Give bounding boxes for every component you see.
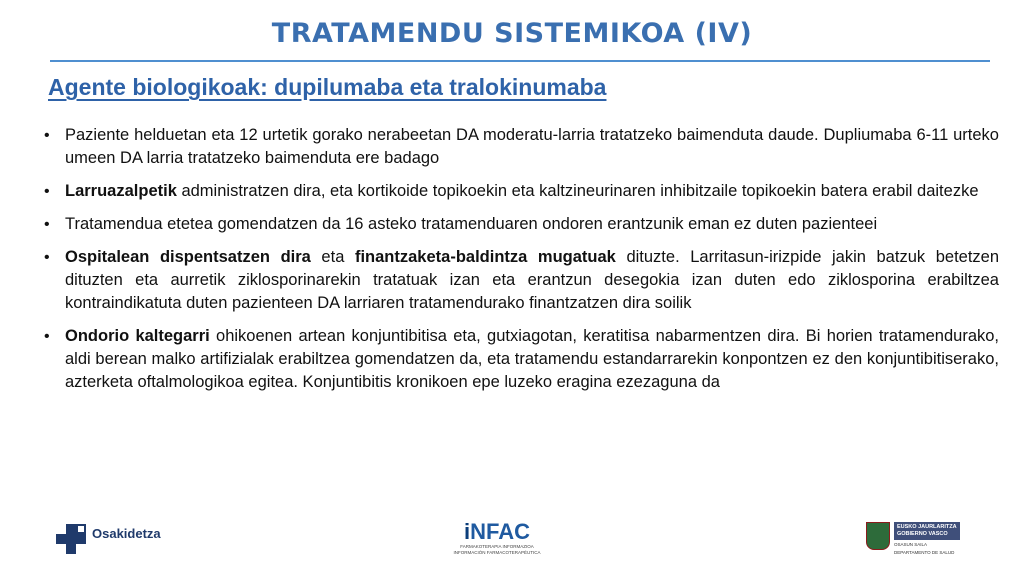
title-divider [50, 60, 990, 62]
bullet-text: dituzte. Larritasun-irizpide jakin batzuk betetzen dituzten eta aurretik ziklosporinarekin tratatuak izan eta erantzun desegokia izan duten edo ziklosporina erabiltzea kontraindikatuta duten pazienteen DA larriaren tratamendurako finantzatzen dira soilik [65, 248, 1000, 312]
bullet-marker: • [44, 183, 50, 200]
infac-logo-text: iNFAC [463, 519, 530, 544]
bullet-marker: • [44, 328, 50, 345]
bullet-text: Tratamendua etetea gomendatzen da 16 asteko tratamenduaren ondoren erantzunik eman ez duten pazienteei [65, 215, 878, 233]
slide-title: TRATAMENDU SISTEMIKOA (IV) [271, 18, 753, 49]
coat-of-arms-icon [866, 522, 890, 550]
bullet-marker: • [44, 127, 50, 144]
bullet-text: Paziente helduetan eta 12 urtetik gorako nerabeetan DA moderatu-larria tratatzeko baimenduta daude. Dupliumaba 6-11 urteko umeen DA larria tratatzeko baimenduta ere badago [65, 126, 999, 167]
bullet-item [44, 213, 999, 236]
osakidetza-cross-icon [56, 524, 86, 554]
bullet-item [44, 180, 999, 203]
bullet-item [44, 124, 999, 170]
bullet-marker: • [44, 249, 50, 266]
bullet-text: administratzen dira, eta kortikoide topikoekin eta kaltzineurinaren inhibitzaile topikoekin batera erabil daitezke [176, 182, 979, 200]
gobierno-vasco-logo [866, 522, 960, 556]
osakidetza-logo [56, 524, 161, 554]
bullet-bold-text: Ospitalean dispentsatzen dira [65, 248, 311, 266]
osakidetza-logo-text: Osakidetza [92, 525, 161, 541]
bullet-list [44, 124, 999, 404]
infac-subtitle-1: FARMAKOTERAPIA INFORMAZIOA [460, 544, 534, 549]
bullet-bold-text: finantzaketa-baldintza mugatuak [354, 248, 616, 266]
infac-subtitle-2: INFORMACIÓN FARMACOTERAPÉUTICA [453, 550, 541, 555]
bullet-text: eta [310, 248, 355, 266]
bullet-text: ohikoenen artean konjuntibitisa eta, gutxiagotan, keratitisa nabarmentzen dira. Bi horien tratamendurako, aldi berean malko artifizialak erabiltzea gomendatzen da, eta tratamendu estandarrarekin konpontzen ez den konjuntibitiserako, azterketa oftalmologikoa egitea. Konjuntibitis kronikoen epe luzeko eragina ezezaguna da [65, 327, 999, 391]
bullet-item [44, 325, 999, 394]
gv-dept-eu: OSASUN SAILA [894, 542, 928, 547]
gv-logo-box: EUSKO JAURLARITZA GOBIERNO VASCO [894, 522, 960, 540]
bullet-bold-text: Larruazalpetik [65, 182, 177, 200]
bullet-marker: • [44, 216, 50, 233]
infac-logo [452, 520, 542, 556]
slide-subtitle: Agente biologikoak: dupilumaba eta tralokinumaba [48, 74, 607, 100]
gv-dept-es: DEPARTAMENTO DE SALUD [894, 550, 955, 555]
bullet-bold-text: Ondorio kaltegarri [65, 327, 210, 345]
bullet-item [44, 246, 999, 315]
